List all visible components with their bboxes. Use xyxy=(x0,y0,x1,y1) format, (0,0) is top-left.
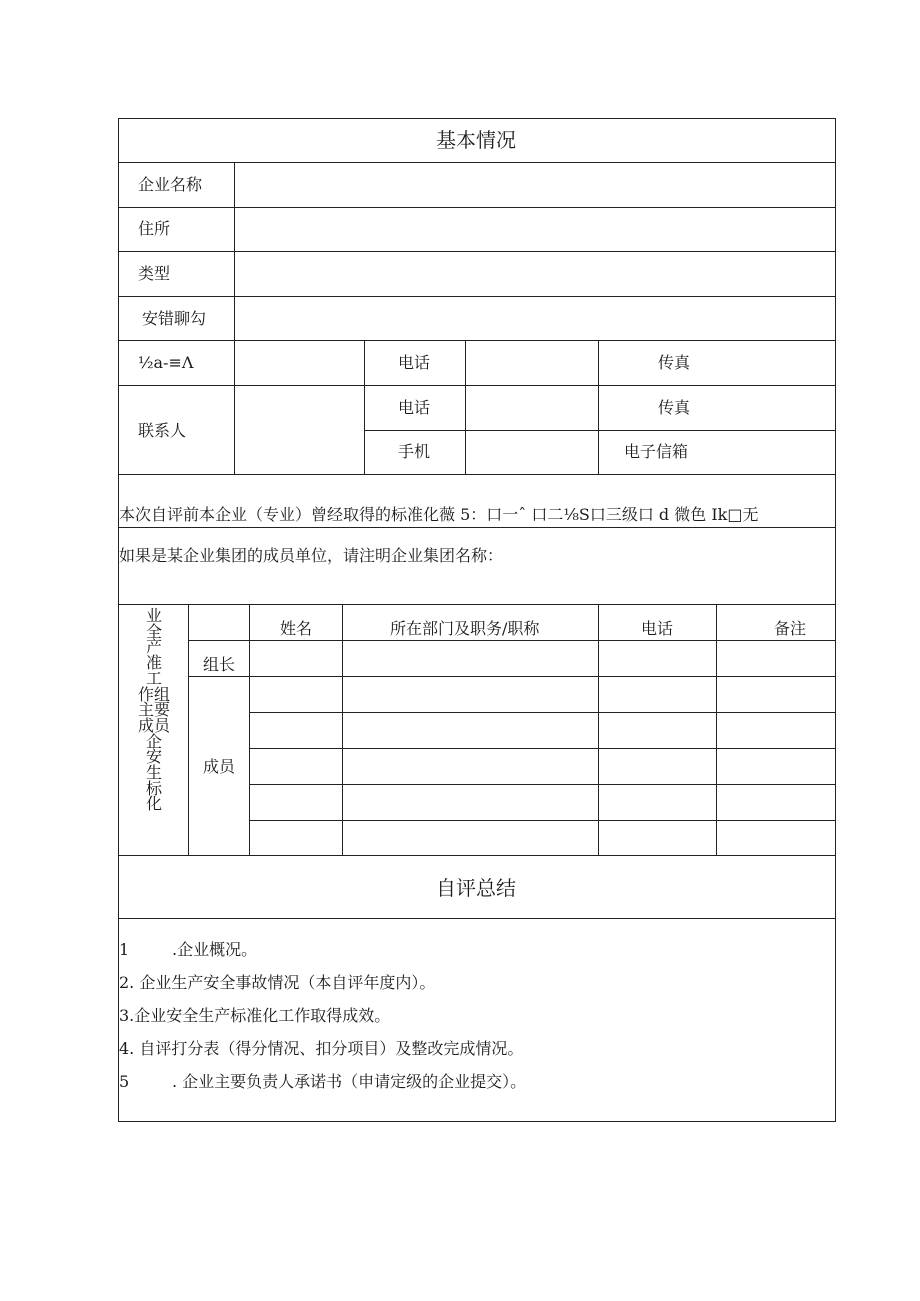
column-divider xyxy=(364,340,365,474)
summary-item: .企业概况。 xyxy=(172,940,258,959)
vertical-label-line: 主要 xyxy=(137,700,170,720)
standardization-line: 本次自评前本企业（专业）曾经取得的标准化薇 5：口一ˆ 口二⅛S口三级口 d 微色 Ik□无 xyxy=(119,505,759,524)
column-divider xyxy=(342,604,343,855)
vertical-label-line: 准 xyxy=(145,653,162,673)
summary-item-number: 1 xyxy=(119,940,130,959)
summary-item: 4. 自评打分表（得分情况、扣分项目）及整改完成情况。 xyxy=(119,1039,524,1058)
mobile-label: 手机 xyxy=(398,442,431,461)
phone-field[interactable] xyxy=(467,342,596,383)
column-divider xyxy=(249,604,250,855)
group-line: 如果是某企业集团的成员单位，请注明企业集团名称： xyxy=(119,546,504,565)
contact-field[interactable] xyxy=(236,387,362,472)
row-divider xyxy=(118,474,836,475)
fax-label: 传真 xyxy=(658,353,691,372)
row-divider xyxy=(188,676,836,677)
vertical-label-line: 化 xyxy=(145,794,162,814)
contact-label: 联系人 xyxy=(138,421,187,440)
column-divider xyxy=(188,604,189,855)
vertical-label-line: 安 xyxy=(145,747,162,767)
team-vertical-label xyxy=(121,608,187,812)
vertical-label-line: 全 xyxy=(145,621,162,641)
row-divider xyxy=(118,385,836,386)
row-divider xyxy=(249,820,836,821)
row-divider xyxy=(249,712,836,713)
type-label: 类型 xyxy=(138,264,171,283)
address-label: 住所 xyxy=(138,219,171,238)
vertical-label-line: 企 xyxy=(145,731,162,751)
summary-item: . 企业主要负责人承诺书（申请定级的企业提交）。 xyxy=(172,1072,527,1091)
header-department: 所在部门及职务/职称 xyxy=(390,619,540,638)
vertical-label-line: 工 xyxy=(145,668,162,688)
garbled-label: 安错聊勾 xyxy=(142,309,207,328)
vertical-label-line: 业 xyxy=(145,606,162,625)
vertical-label-line: 标 xyxy=(145,778,162,798)
row-divider xyxy=(364,430,836,431)
row-divider xyxy=(249,784,836,785)
type-field[interactable] xyxy=(236,253,834,294)
summary-item-number: 5 xyxy=(119,1072,130,1091)
row-divider xyxy=(118,162,836,163)
section-title-summary: 自评总结 xyxy=(436,876,516,900)
column-divider xyxy=(465,340,466,474)
row-divider xyxy=(118,340,836,341)
row-divider xyxy=(188,640,836,641)
address-field[interactable] xyxy=(236,209,834,249)
column-divider xyxy=(234,162,235,474)
summary-item: 3.企业安全生产标准化工作取得成效。 xyxy=(119,1006,391,1025)
email-field[interactable] xyxy=(700,432,834,472)
contact-phone-label: 电话 xyxy=(398,398,431,417)
vertical-label-line: 生 xyxy=(145,763,162,783)
contact-fax-field[interactable] xyxy=(700,387,834,428)
summary-item: 2. 企业生产安全事故情况（本自评年度内）。 xyxy=(119,973,436,992)
section-title-basic: 基本情况 xyxy=(436,128,516,152)
mobile-field[interactable] xyxy=(467,432,596,472)
email-label: 电子信箱 xyxy=(624,442,689,461)
fax-field[interactable] xyxy=(700,342,834,383)
row-divider xyxy=(118,207,836,208)
contact-phone-field[interactable] xyxy=(467,387,596,428)
row-divider xyxy=(118,296,836,297)
vertical-label-line: 产 xyxy=(145,637,162,657)
header-phone: 电话 xyxy=(641,619,674,638)
row-divider xyxy=(118,251,836,252)
row-divider xyxy=(118,855,836,856)
garbled-field[interactable] xyxy=(236,298,834,338)
phone-label: 电话 xyxy=(398,353,431,372)
column-divider xyxy=(598,604,599,855)
header-name: 姓名 xyxy=(280,619,313,638)
legal-rep-label: ½a-≡Λ xyxy=(138,353,194,372)
column-divider xyxy=(716,604,717,855)
legal-rep-field[interactable] xyxy=(236,342,362,383)
vertical-label-line: 成员 xyxy=(137,715,170,735)
leader-label: 组长 xyxy=(203,655,236,674)
member-label: 成员 xyxy=(203,757,236,776)
contact-fax-label: 传真 xyxy=(658,398,691,417)
row-divider xyxy=(118,604,836,605)
row-divider xyxy=(118,527,836,528)
company-name-field[interactable] xyxy=(236,164,834,205)
vertical-label-line: 作组 xyxy=(137,684,170,704)
company-name-label: 企业名称 xyxy=(138,175,203,194)
row-divider xyxy=(118,918,836,919)
row-divider xyxy=(249,748,836,749)
column-divider xyxy=(598,340,599,474)
header-remarks: 备注 xyxy=(774,619,807,638)
